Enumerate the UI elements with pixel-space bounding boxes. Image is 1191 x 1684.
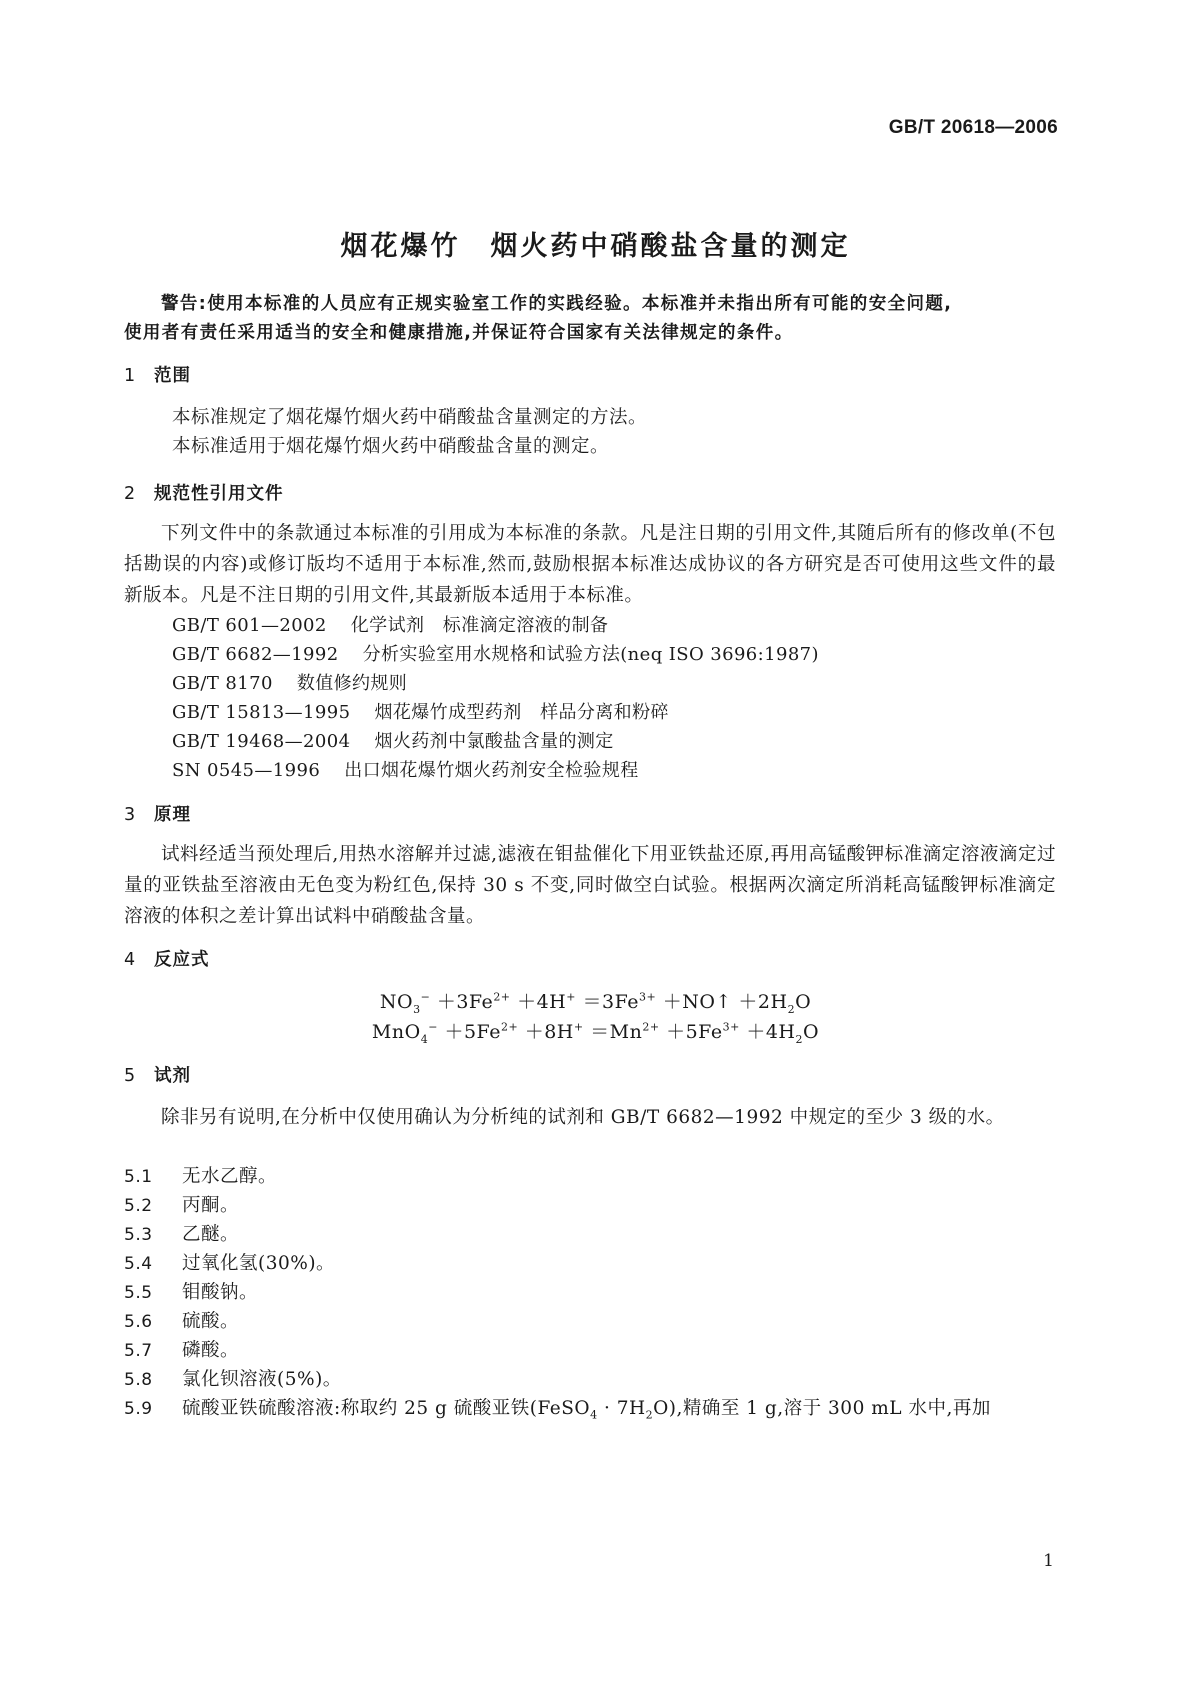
section-title: 规范性引用文件 (154, 484, 284, 504)
reagent-item (124, 1278, 258, 1304)
reference-name: 出口烟花爆竹烟火药剂安全检验规程 (344, 760, 639, 781)
eq-superscript: + (566, 990, 576, 1004)
section-5-heading (124, 1062, 191, 1087)
reagent-item (124, 1365, 342, 1391)
reference-code: GB/T 19468—2004 (172, 731, 351, 752)
eq-superscript: 2+ (493, 990, 511, 1004)
references-paragraph: 下列文件中的条款通过本标准的引用成为本标准的条款。凡是注日期的引用文件,其随后所有的修改单(不包括勘误的内容)或修订版均不适用于本标准,然而,鼓励根据本标准达成协议的各方研究是否可使用这些文件的最新版本。凡是不注日期的引用文件,其最新版本适用于本标准。 (124, 523, 1056, 606)
reference-code: GB/T 6682—1992 (172, 644, 339, 665)
item-number: 5.3 (124, 1225, 153, 1245)
eq-term: MnO (371, 1021, 421, 1043)
section-number: 1 (124, 366, 137, 386)
eq-subscript: 2 (787, 1002, 796, 1016)
document-title (0, 224, 1191, 263)
item-text: 钼酸钠。 (182, 1282, 259, 1303)
reference-name: 化学试剂 标准滴定溶液的制备 (350, 615, 609, 636)
item-text: 磷酸。 (182, 1340, 240, 1361)
reaction-equation-1 (0, 987, 1191, 1014)
item-number: 5.1 (124, 1167, 153, 1187)
reagent-item (124, 1249, 335, 1275)
eq-superscript: + (573, 1020, 584, 1034)
item-number: 5.8 (124, 1370, 153, 1390)
reagent-item (124, 1191, 239, 1217)
eq-subscript: 2 (795, 1032, 803, 1046)
item-text: 无水乙醇。 (182, 1166, 278, 1187)
eq-superscript: − (420, 990, 431, 1004)
section-2-heading (124, 480, 284, 505)
eq-term: O (795, 991, 812, 1013)
section-1-heading (124, 362, 191, 387)
eq-term: ＋3Fe (430, 991, 494, 1013)
reference-name: 烟火药剂中氯酸盐含量的测定 (374, 731, 614, 752)
reference-code: SN 0545—1996 (172, 760, 321, 781)
eq-term: ＋NO↑ ＋2H (656, 991, 788, 1013)
item-subscript: 4 (590, 1408, 598, 1422)
eq-term: ＋4H (510, 991, 567, 1013)
reference-code: GB/T 15813—1995 (172, 702, 351, 723)
reference-item (172, 727, 614, 753)
reference-name: 数值修约规则 (296, 673, 408, 694)
eq-superscript: 3+ (722, 1020, 740, 1034)
section-4-heading (124, 946, 210, 971)
reference-code: GB/T 8170 (172, 673, 273, 694)
item-text: 乙醚。 (182, 1224, 240, 1245)
reference-item (172, 640, 819, 666)
page-number: 1 (1043, 1551, 1054, 1571)
eq-subscript: 3 (413, 1002, 421, 1016)
item-number: 5.5 (124, 1283, 153, 1303)
item-number: 5.9 (124, 1399, 153, 1419)
eq-term: ＝3Fe (575, 991, 639, 1013)
scope-line-1: 本标准规定了烟花爆竹烟火药中硝酸盐含量测定的方法。 (172, 407, 648, 428)
section-number: 5 (124, 1066, 137, 1086)
reagent-item (124, 1394, 991, 1420)
item-text: 氯化钡溶液(5%)。 (182, 1369, 342, 1390)
reaction-equation-2 (0, 1017, 1191, 1044)
reagent-item (124, 1220, 239, 1246)
item-number: 5.6 (124, 1312, 153, 1332)
item-text: · 7H (597, 1398, 646, 1419)
item-text: 硫酸。 (182, 1311, 240, 1332)
reagent-item (124, 1162, 277, 1188)
item-number: 5.4 (124, 1254, 153, 1274)
section-title: 原理 (154, 805, 191, 825)
item-text: O),精确至 1 g,溶于 300 mL 水中,再加 (653, 1398, 991, 1419)
reference-item (172, 698, 669, 724)
reagents-paragraph: 除非另有说明,在分析中仅使用确认为分析纯的试剂和 GB/T 6682—1992 中规定的至少 3 级的水。 (161, 1107, 1005, 1128)
eq-superscript: 2+ (500, 1020, 519, 1034)
scope-line-2: 本标准适用于烟花爆竹烟火药中硝酸盐含量的测定。 (172, 436, 610, 457)
item-number: 5.2 (124, 1196, 153, 1216)
standard-code: GB/T 20618—2006 (888, 117, 1058, 138)
eq-superscript: 2+ (642, 1020, 660, 1034)
section-title: 反应式 (154, 950, 210, 970)
section-number: 3 (124, 805, 137, 825)
eq-term: ＋4H (739, 1021, 796, 1043)
section-title: 试剂 (154, 1066, 191, 1086)
item-text: 过氧化氢(30%)。 (182, 1253, 336, 1274)
reference-item (172, 756, 639, 782)
reference-item (172, 611, 608, 637)
eq-term: NO (379, 991, 414, 1013)
reference-name: 烟花爆竹成型药剂 样品分离和粉碎 (374, 702, 669, 723)
section-3-heading (124, 801, 191, 826)
item-text: 硫酸亚铁硫酸溶液:称取约 25 g 硫酸亚铁(FeSO (182, 1398, 591, 1419)
reference-code: GB/T 601—2002 (172, 615, 327, 636)
eq-term: ＋5Fe (659, 1021, 723, 1043)
eq-superscript: 3+ (638, 990, 657, 1004)
eq-term: ＝Mn (583, 1021, 643, 1043)
section-number: 4 (124, 950, 137, 970)
eq-superscript: − (428, 1020, 438, 1034)
item-number: 5.7 (124, 1341, 153, 1361)
section-number: 2 (124, 484, 137, 504)
warning-line-2: 使用者有责任采用适当的安全和健康措施,并保证符合国家有关法律规定的条件。 (124, 323, 794, 343)
section-title: 范围 (154, 366, 191, 386)
reference-item (172, 669, 407, 695)
reagent-item (124, 1336, 239, 1362)
reagent-item (124, 1307, 239, 1333)
reference-name: 分析实验室用水规格和试验方法(neq ISO 3696:1987) (362, 644, 819, 665)
title-part-2: 烟火药中硝酸盐含量的测定 (490, 231, 851, 262)
warning-line-1: 警告:使用本标准的人员应有正规实验室工作的实践经验。本标准并未指出所有可能的安全问题, (161, 294, 953, 314)
eq-term: ＋8H (518, 1021, 574, 1043)
eq-term: O (803, 1021, 820, 1043)
item-subscript: 2 (645, 1408, 654, 1422)
principle-paragraph: 试料经适当预处理后,用热水溶解并过滤,滤液在钼盐催化下用亚铁盐还原,再用高锰酸钾标准滴定溶液滴定过量的亚铁盐至溶液由无色变为粉红色,保持 30 s 不变,同时做空白试验。根据两次滴定所消耗高锰酸钾标准滴定溶液的体积之差计算出试料中硝酸盐含量。 (124, 844, 1056, 927)
item-text: 丙酮。 (182, 1195, 240, 1216)
eq-subscript: 4 (420, 1032, 429, 1046)
title-part-1: 烟花爆竹 (340, 231, 461, 262)
eq-term: ＋5Fe (437, 1021, 501, 1043)
